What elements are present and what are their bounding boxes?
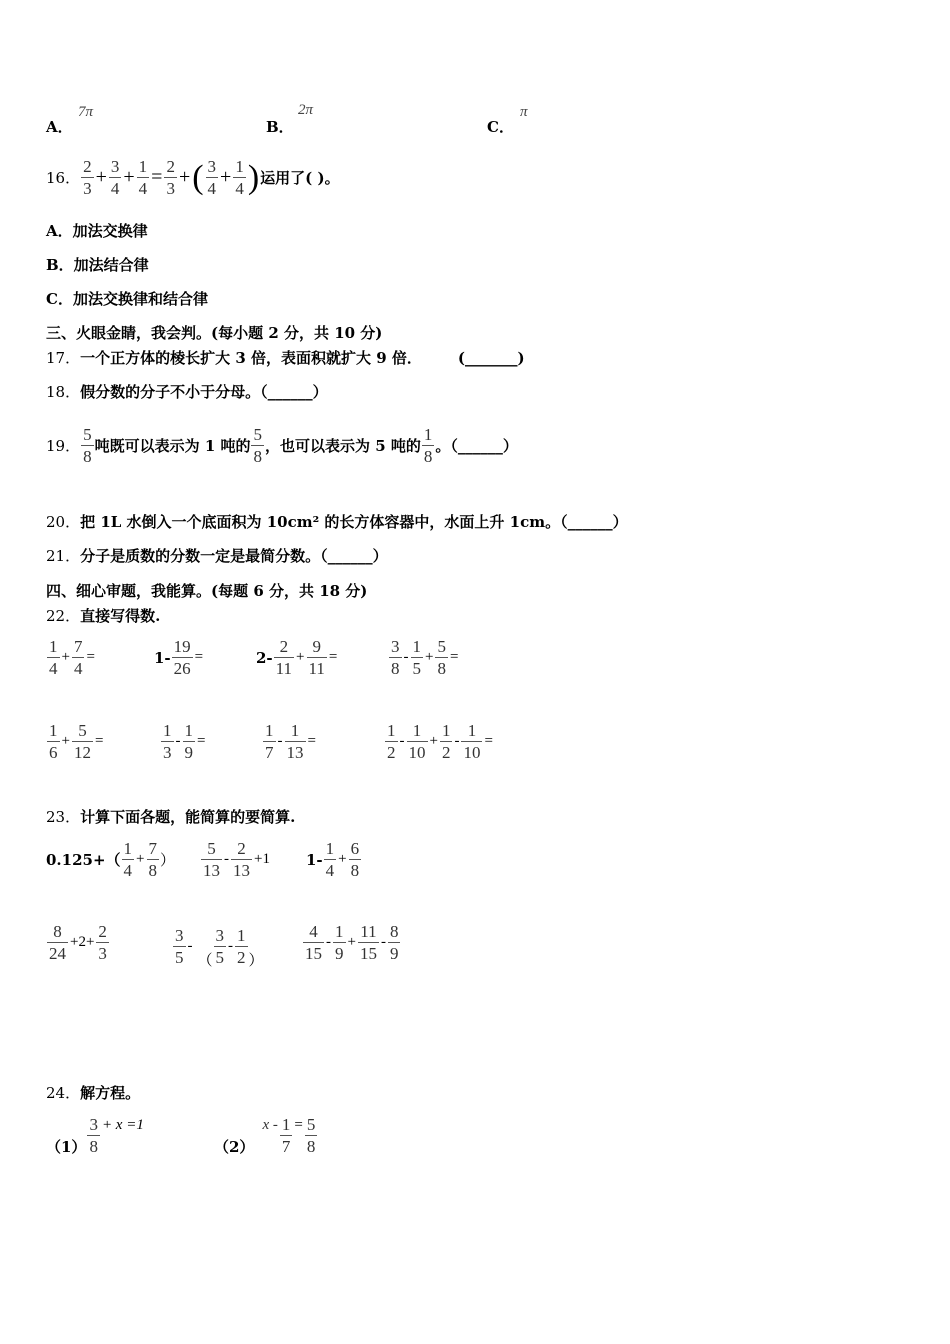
question-21 [46, 545, 388, 566]
q22-prefix: 2- [256, 648, 273, 667]
q19-number: 19． [46, 437, 81, 455]
q23-expr-2 [200, 840, 271, 879]
q18-number: 18． [46, 383, 81, 401]
q19-frac-3: 1 8 [423, 425, 433, 466]
q22-frac: 2 11 [275, 637, 293, 678]
q22-frac: $\frac{1}{9}$ [184, 721, 193, 762]
q17-blank: (_______) [457, 349, 525, 367]
q17-number: 17． [46, 349, 81, 367]
q15-option-a-label: A． [46, 118, 73, 136]
question-24-header [46, 1082, 140, 1103]
q22-equals: = [94, 733, 104, 749]
q23-prefix: 0.125+（ [46, 851, 121, 869]
q22-item-3 [256, 638, 338, 677]
question-19 [46, 426, 518, 465]
q23-frac: 4 15 [305, 922, 322, 963]
q22-operator: - [454, 733, 460, 749]
q22-operator: + [296, 649, 305, 665]
q16-option-c: C．加法交换律和结合律 [46, 290, 208, 308]
q22-operator: + [425, 649, 434, 665]
q23-expr-3 [306, 840, 362, 879]
q22-frac: $\frac{19}{26}$ [173, 637, 191, 678]
q23-frac: 8 9 [389, 922, 399, 963]
q22-frac: $\frac{1}{2}$ [441, 721, 451, 762]
q23-frac: 8 24 [49, 922, 66, 963]
q16-number: 16． [46, 169, 81, 187]
q23-expr-4 [46, 923, 110, 962]
q23-operator: - [228, 938, 234, 954]
q22-operator: + [61, 649, 70, 665]
q23-number: 23． [46, 808, 81, 826]
q20-text: 把 1L 水倒入一个底面积为 10cm² 的长方体容器中，水面上升 1cm。（______） [80, 513, 628, 531]
q22-item-6 [160, 722, 206, 761]
question-20 [46, 511, 628, 532]
q23-frac: $\frac{7}{8}$ [148, 839, 158, 880]
q23-operator: - [326, 934, 331, 950]
q23-operator: - [187, 938, 193, 954]
q23-frac: $\frac{2}{3}$ [98, 922, 107, 963]
q16-frac-6: $\frac{1}{4}$ [235, 157, 244, 198]
q19-frac-2: 5 8 [253, 425, 262, 466]
q22-operator: - [403, 649, 409, 665]
q16-frac-5: 3 4 [207, 157, 217, 198]
section-4-heading: 四、细心审题，我能算。(每题 6 分，共 18 分) [46, 582, 368, 600]
q22-frac: $\frac{5}{8}$ [437, 637, 446, 678]
q20-number: 20． [46, 513, 81, 531]
q23-expr-1 [46, 840, 175, 879]
q15-option-b-label: B． [266, 118, 294, 136]
q22-item-5 [46, 722, 104, 761]
q23-suffix: ） [160, 851, 176, 869]
q23-frac: 1 4 [123, 839, 133, 880]
q22-operator: + [429, 733, 438, 749]
q22-equals: = [194, 649, 204, 665]
q24-text: 解方程。 [80, 1084, 141, 1102]
q23-operator: - [224, 851, 229, 867]
q23-paren-open: （ [197, 951, 213, 969]
q24-part-label: （1） [46, 1138, 87, 1156]
q17-text: 一个正方体的棱长扩大 3 倍，表面积就扩大 9 倍． [80, 349, 422, 367]
q23-expr-6 [302, 923, 401, 962]
q22-operator: - [277, 733, 283, 749]
question-23-header [46, 806, 295, 827]
q16-plus: + [220, 166, 232, 188]
q16-frac-3: $\frac{1}{4}$ [138, 157, 148, 198]
q23-frac: 3 5 [175, 926, 184, 967]
question-17 [46, 347, 525, 368]
q19-text-3: 。（______） [435, 437, 518, 455]
q24-frac: 3 8 [89, 1115, 98, 1156]
q23-frac: 1 2 [237, 926, 246, 967]
question-18 [46, 381, 328, 402]
q19-frac-1: 5 8 [83, 425, 92, 466]
q15-option-c-value: π [520, 104, 528, 120]
q21-text: 分子是质数的分数一定是最简分数。（______） [80, 547, 388, 565]
q24-equation-1 [46, 1114, 145, 1157]
q24-equals: = [294, 1117, 303, 1133]
q22-frac: $\frac{1}{10}$ [463, 721, 481, 762]
q16-equals: = [151, 166, 163, 188]
q18-text: 假分数的分子不小于分母。（______） [80, 383, 328, 401]
q22-equals: = [449, 649, 459, 665]
q24-number: 24． [46, 1084, 81, 1102]
q22-frac: $\frac{5}{12}$ [73, 721, 91, 762]
section-3-heading: 三、火眼金睛，我会判。(每小题 2 分，共 10 分) [46, 324, 383, 342]
q22-frac: 1 7 [265, 721, 274, 762]
q22-frac: 1 3 [163, 721, 172, 762]
q22-frac: $\frac{9}{11}$ [308, 637, 325, 678]
q22-frac: $\frac{7}{4}$ [73, 637, 83, 678]
q15-option-a-value: 7π [78, 104, 94, 120]
q23-operator: + [338, 851, 347, 867]
q16-paren-open: ( [192, 158, 204, 196]
q23-frac: $\frac{6}{8}$ [350, 839, 360, 880]
q22-text: 直接写得数. [80, 607, 161, 625]
q22-equals: = [484, 733, 493, 749]
q22-item-8 [384, 722, 494, 761]
q22-equals: = [307, 733, 316, 749]
q16-tail: 运用了( )。 [260, 169, 340, 187]
q23-expr-5 [172, 923, 264, 970]
q23-frac: 3 5 [215, 926, 225, 967]
q22-operator: - [175, 733, 181, 749]
q16-frac-4: $\frac{2}{3}$ [166, 157, 175, 198]
q16-plus: + [123, 166, 135, 188]
q23-middle: +2+ [70, 934, 95, 950]
q19-text-1: 吨既可以表示为 1 吨的 [94, 437, 251, 455]
q16-frac-2: $\frac{3}{4}$ [110, 157, 120, 198]
q16-paren-close: ) [247, 158, 260, 196]
q24-rest: + x =1 [101, 1117, 144, 1133]
q23-paren-close: ） [248, 951, 264, 969]
q22-number: 22． [46, 607, 81, 625]
q16-plus: + [178, 166, 191, 188]
q22-frac: 1 6 [49, 721, 58, 762]
q23-frac: 1 4 [325, 839, 335, 880]
q22-frac: 1 2 [387, 721, 396, 762]
q22-prefix: 1- [154, 648, 171, 667]
question-16 [46, 158, 340, 197]
q22-frac: 1 10 [408, 721, 426, 762]
q23-frac: 1 9 [335, 922, 344, 963]
q24-frac: $\frac{5}{8}$ [306, 1115, 316, 1156]
q24-part-label: （2） [214, 1138, 255, 1156]
q23-tail: +1 [254, 851, 270, 867]
q16-frac-1: 2 3 [83, 157, 92, 198]
q22-frac: 1 4 [49, 637, 58, 678]
q23-text: 计算下面各题，能简算的要简算. [80, 808, 296, 826]
q22-equals: = [197, 733, 206, 749]
q21-number: 21． [46, 547, 81, 565]
q23-frac: 5 13 [203, 839, 220, 880]
q16-option-a: A．加法交换律 [46, 222, 148, 240]
q22-frac: $\frac{1}{13}$ [286, 721, 304, 762]
q23-frac: 2 13 [233, 839, 250, 880]
q22-equals: = [328, 649, 338, 665]
q23-operator: + [136, 851, 145, 867]
q22-item-4 [388, 638, 459, 677]
q22-equals: = [86, 649, 95, 665]
q22-frac: 1 5 [412, 637, 421, 678]
q22-operator: - [399, 733, 405, 749]
q23-prefix: 1- [306, 850, 323, 869]
q22-item-1 [46, 638, 96, 677]
q23-operator: + [347, 934, 356, 950]
q23-frac: $\frac{11}{15}$ [359, 922, 377, 963]
q22-item-7 [262, 722, 317, 761]
q24-variable: x - [262, 1117, 278, 1133]
q22-item-2 [154, 638, 204, 677]
q19-text-2: ，也可以表示为 5 吨的 [264, 437, 421, 455]
q23-operator: - [380, 934, 386, 950]
q15-option-c-label: C． [487, 118, 514, 136]
q22-frac: 3 8 [391, 637, 400, 678]
q24-frac: $\frac{1}{7}$ [281, 1115, 291, 1156]
q16-plus: + [95, 166, 107, 188]
question-22-header [46, 605, 160, 626]
q24-equation-2 [214, 1114, 318, 1157]
q22-operator: + [61, 733, 70, 749]
q16-option-b: B．加法结合律 [46, 256, 149, 274]
q15-option-b-value: 2π [298, 102, 314, 118]
